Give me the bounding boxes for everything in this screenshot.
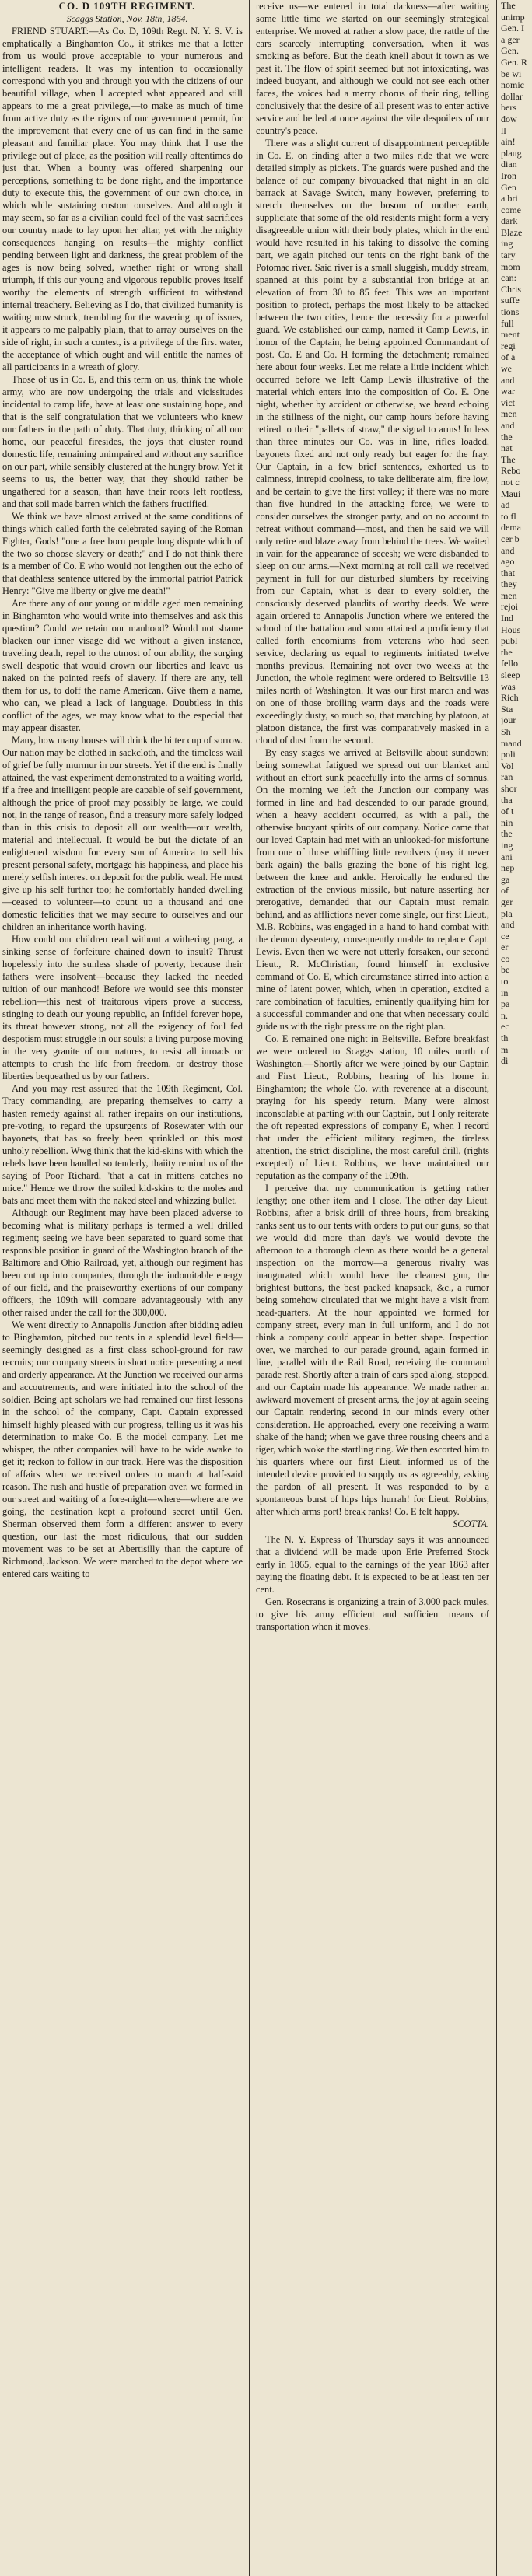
column-fragment: plaug — [501, 147, 522, 159]
column-fragment: ad — [501, 499, 510, 511]
column-fragment: we — [501, 363, 512, 374]
column-fragment: full — [501, 317, 514, 329]
column-fragment: dema — [501, 522, 521, 533]
news-note: Gen. Rosecrans is organizing a train of 3,000 pack mules, to give his army efficient and sufficient means of transportation when it moves. — [256, 1596, 489, 1632]
column-fragment: Rich — [501, 692, 519, 704]
column-fragment: and — [501, 919, 515, 931]
column-fragment: th — [501, 1033, 509, 1044]
column-fragment: co — [501, 952, 510, 964]
column-fragment: ec — [501, 1021, 509, 1033]
adjacent-column-fragments — [501, 0, 532, 2576]
column-fragment: Gen. — [501, 45, 519, 57]
article-paragraph: Those of us in Co. E, and this term on us, think the whole army, who are now undergoing the trials and vicissitudes incidental to camp life, have at least one sustaining hope, and that is the self congratulation that we volunteers who knew our fathers in the path of duty. That duty, thinking of all our home, our peaceful firesides, the joys that cluster round domestic life, remaining unimpaired and without any sacrifice on our part, while sensibly clustered at the hungry brow. Yet it seems to us, the better way, that they should rather be ungathered for a season, than have their roots left rootless, and that soil made barren which the fathers fructified. — [2, 374, 243, 509]
column-fragment: nat — [501, 442, 513, 454]
column-fragment: of — [501, 885, 509, 897]
article-paragraph: And you may rest assured that the 109th Regiment, Col. Tracy commanding, are preparing themselves to carry a hasten remedy against all rather irepairs on our institutions, pre-voting, to regard the upsurgents of Rosewater with our bayonets, that has so freely been sprinkled on this most unholy rebellion. Wwg think that the kid-skins with which the rebels have been handled so tenderly, thaiity remind us of the saying of Poor Richard, "that a cat in mittens catches no mice." Hence we throw the soiled kid-skins to the moles and bats and meet them with the naked steel and whizzing bullet. — [2, 1083, 243, 1206]
column-fragment: Gen — [501, 181, 516, 193]
column-fragment: of t — [501, 806, 514, 817]
column-fragment: men — [501, 408, 517, 420]
column-fragment: and — [501, 544, 515, 556]
column-fragment: the — [501, 646, 513, 658]
column-fragment: The — [501, 0, 516, 11]
article-paragraph: FRIEND STUART:—As Co. D, 109th Regt. N. Y. S. V. is emphatically a Binghamton Co., it strikes me that a letter from us would prove acceptable to your numerous and intelligent readers. It was my intention to occasionally correspond with you and through you with the citizens of our beautiful village, when I accepted what appeared and still appears to me a great privilege,—to make as much of time from active duty as the rigors of our government permit, for the improvement that every one of us can find in the same pleasant and familiar place. You may think that I use the privilege out of place, as the position will really oftentimes do just that. When a bounty was offered sharpening our perceptions, something to be done right, and the importance duty to execute this, the government of our own choice, in which while sustaining custom ourselves. And although it may seem, so far as a civilian could feel of the vast sacrifices our country made to lay upon her altar, yet with the mighty consequences hanging on results—the mighty conflict pending between light and darkness, the great problem of the ages is now being solved, whether right or wrong shall triumph, if this our young and vigorous republic proves itself worthy the elements of strength sufficient to withstand internal treachery. Believing as I do, that civilized humanity is waiting now struck, trembling for the wavering up of issues, it appears to me palpably plain, that to array ourselves on the side of right, in such a contest, is a privilege of the first water, the acceptance of which ought and will entitle the names of all participants in a wreath of glory. — [2, 26, 243, 372]
column-fragment: dian — [501, 159, 517, 170]
column-fragment: ll — [501, 124, 506, 136]
column-fragment: and — [501, 419, 515, 431]
column-fragment: tions — [501, 306, 520, 318]
column-fragment: can: — [501, 272, 516, 284]
column-fragment: regi — [501, 340, 516, 351]
article-dateline: Scaggs Station, Nov. 18th, 1864. — [66, 13, 188, 24]
column-fragment: m — [501, 1043, 509, 1055]
column-fragment: that — [501, 567, 515, 578]
column-fragment: nin — [501, 816, 513, 828]
column-fragment: Vol — [501, 760, 514, 771]
article-paragraph: receive us—we entered in total darkness—after waiting some little time we started on our seemingly strategical enterprise. We moved at rather a slow pace, the rattle of the cars scarcely interrupting conversation, when it was smoking as before. But the death knell about it town as we past it. The flow of spirit seemed but not intoxicating, was indeed buoyant, and although we could not see each other faces, the voices had a merry chorus of their ring, telling conclusively that the desire of all present was to enter active service and be led at once against the vile despoilers of our country's peace. — [256, 1, 489, 136]
column-fragment: Maui — [501, 488, 521, 499]
column-fragment: ment — [501, 329, 520, 341]
column-fragment: Sh — [501, 726, 511, 737]
article-paragraph: Many, how many houses will drink the bitter cup of sorrow. Our nation may be clothed in sackcloth, and the timeless wail of grief be fully murmur in our streets. Yet if the end is finally attained, the vast experiment demonstrated to a waiting world, if a free and intelligent people are capable of self government, although the price of proof may possibly be large, we could not, in the range of reason, find a treasury more safely lodged than in this crisis to deposit all our wealth—our wealth, material and intellectual. It would be but the dictate of an enlightened wisdom for every son of America to sell his present personal safety, mortgage his happiness, and place his merely selfish interest on deposit for the public weal. He must give up his self further too; he comfortably handed dwelling—ceased to volunteer—to count up a thousand and one domestic felicities that we may secure to ourselves and our children an inheritance worth having. — [2, 735, 243, 932]
column-fragment: a ger — [501, 33, 520, 45]
column-fragment: tha — [501, 794, 513, 806]
column-fragment: suffe — [501, 295, 520, 306]
column-fragment: pla — [501, 907, 513, 919]
column-fragment: ain! — [501, 136, 516, 148]
column-fragment: the — [501, 431, 513, 442]
column-fragment: ing — [501, 238, 513, 250]
news-note: The N. Y. Express of Thursday says it was announced that a dividend will be made upon Erie Preferred Stock early in 1865, equal to the earnings of the year 1863 after paying the floating debt. It is expected to be at least ten per cent. — [256, 1534, 489, 1595]
column-fragment: shor — [501, 782, 517, 794]
column-fragment: not c — [501, 476, 520, 488]
article-paragraph: We went directly to Annapolis Junction after bidding adieu to Binghamton, pitched our tents in a splendid level field—seemingly designed as a first class school-ground for raw recruits; our company streets in short notice presenting a neat and orderly appearance. At the Junction we received our arms and accoutrements, and were initiated into the school of the soldier. Being apt scholars we had remained our first lessons in the school of the company, Capt. Captain expressed himself highly pleased with our progress, telling us it was his determination to make Co. E the model company. Let me whisper, the other companies will have to be wide awake to get it; reckon to follow in our track. Here was the disposition of affairs when we received orders to march at half-said reason. The rush and hustle of preparation over, we formed in our street and waiting of a fore-night—where—where are we going, the destination kept a profound secret until Gen. Sherman observed them form a different answer to every question, our last the most ridiculous, that our sudden movement was to be set at Abertisilly than the capture of Richmond, Jackson. We were marched to the depot where we entered cars waiting to — [2, 1319, 243, 1579]
column-fragment: be wi — [501, 68, 522, 79]
column-fragment: Chris — [501, 283, 522, 295]
article-heading: CO. D 109TH REGIMENT. — [58, 0, 196, 12]
column-fragment: to fl — [501, 510, 516, 522]
column-fragment: Gen. I — [501, 23, 524, 34]
column-fragment: Hous — [501, 624, 521, 635]
column-fragment: come — [501, 204, 521, 215]
column-fragment: ga — [501, 873, 510, 885]
column-fragment: publ — [501, 635, 518, 647]
column-fragment: be — [501, 964, 510, 976]
column-fragment: men — [501, 589, 517, 601]
column-fragment: a bri — [501, 193, 518, 204]
column-fragment: The — [501, 453, 516, 465]
column-fragment: dow — [501, 113, 517, 124]
column-fragment: bers — [501, 102, 516, 114]
column-fragment: they — [501, 578, 517, 590]
column-fragment: Blaze — [501, 226, 523, 238]
column-fragment: ing — [501, 839, 513, 851]
column-fragment: er — [501, 942, 509, 953]
column-fragment: war — [501, 386, 515, 397]
column-fragment: Rebo — [501, 465, 521, 477]
column-fragment: vict — [501, 397, 515, 408]
column-fragment: n. — [501, 1009, 508, 1021]
column-fragment: ago — [501, 556, 515, 568]
column-fragment: ger — [501, 896, 513, 907]
column-fragment: and — [501, 374, 515, 386]
article-paragraph: By easy stages we arrived at Beltsville about sundown; being somewhat fatigued we spread out our blanket and without an effort sunk peacefully into the arms of somnus. On the morning we left the Junction our company was formed in line and had descended to our parade ground, when a heavy accident occurred, as with a pall, the otherwise buoyant spirits of our company. Notice came that our loved Captain had met with an unlooked-for misfortune from one of those whiffling little revolvers (may it never bark again) the balls grazing the bone of his right leg, between the knee and ankle. Heroically he endured the extraction of the envious missile, but nature asserting her prerogative, demanded that our Captain must remain behind, and as afflictions never come single, our first Lieut., M.B. Robbins, was engaged in a hand to hand combat with the demon dysentery, consequently unable to replace Capt. Lewis. Even then we were not utterly forsaken, our second Lieut., R. McChristian, found himself in exclusive command of Co. E, which circumstance stirred into action a mine of latent power, which, when in operation, excited a rare combination of faculties, eminently qualifying him for a successful commander and one that when necessary could guide us with the right pressure on the right plan. — [256, 747, 489, 1032]
column-fragment: Gen. R — [501, 56, 527, 68]
column-fragment: cer b — [501, 533, 520, 544]
column-fragment: jour — [501, 715, 516, 726]
column-fragment: nomic — [501, 79, 524, 91]
column-fragment: Sta — [501, 703, 513, 715]
article-paragraph: Are there any of our young or middle aged men remaining in Binghamton who would write into themselves and ask this question? Could we retain our manhood? Would not shame blacken our inner visage did we without a given instance, traveling death, repel to the utmost of our ability, the surging swell despotic that would drown our liberties and leave us naked on the pointed reefs of slavery. If there are any, tell them for us, to doff the name American. Give them a name, who can, we plead a lack of language. Doubtless in this conflict of the ages, we may know what to the especial that may appear disaster. — [2, 598, 243, 733]
article-paragraph: We think we have almost arrived at the same conditions of things which called forth the celebrated saying of the Roman Fighter, Gods! "one a free born people long dispute which of the two so choose slavery or death;" and I do not think there is a member of Co. E who would not lengthen out the echo of that deathless sentence uttered by the immortal patriot Patrick Henry: "Give me liberty or give me death!" — [2, 511, 243, 596]
column-fragment: the — [501, 828, 513, 840]
article-column-middle — [256, 0, 489, 2576]
column-fragment: Ind — [501, 613, 513, 624]
column-fragment: di — [501, 1055, 509, 1067]
column-fragment: of a — [501, 351, 516, 363]
column-fragment: mom — [501, 260, 520, 272]
column-fragment: ran — [501, 771, 513, 783]
article-paragraph: I perceive that my communication is getting rather lengthy; one other item and I close. The other day Lieut. Robbins, after a brisk drill of three hours, from breaking ranks sent us to our tents with orders to put our guns, so that we would did more than day's we would devote the afternoon to a thorough clean as there would be a general inspection on the morrow—a generous rivalry was inaugurated which would have the cleanest gun, the brightest buttons, the best packed knapsack, &c., a rumor being somehow circulated that we might have a visit from head-quarters. At the hour appointed we formed for company street, every man in full uniform, and I do not think a company could appear in better shape. Inspection over, we marched to our parade ground, again formed in line, parallel with the Rail Road, receiving the command parade rest. Shortly after a train of cars sped along, stopped, and our Captain made his appearance. We made rather an awkward movement of present arms, the joy at again seeing our Captain rendering second in our minds every other consideration. He approached, every one receiving a warm shake of the hand; when we gave three rousing cheers and a tiger, which woke the startling ring. We then escorted him to his quarters where our first Lieut. informed us of the intended device provided to supply us as agreeably, asking the pardon of all present. It was responded to by a spontaneous burst of hips hips hurrah! for Lieut. Robbins, after which arms port! break ranks! Co. E felt happy. — [256, 1183, 489, 1517]
column-rule — [496, 0, 497, 2576]
column-fragment: pa — [501, 998, 510, 1010]
column-fragment: mand — [501, 737, 522, 749]
article-paragraph: Co. E remained one night in Beltsville. Before breakfast we were ordered to Scaggs station, 10 miles north of Washington.—Shortly after we were joined by our Captain and First Lieut., Robbins, hearing of his home in Binghamton; the whole Co. with reverence at a discount, praying for his speedy return. Many were almost inconsolable at parting with our Captain, but I only reiterate the oft repeated expressions of company E, when I record that under the efficient military regimen, the tireless attention, the strict discipline, the most careful drill, (rights excepted) of Lieut. Robbins, we have maintained our reputation as the company of the 109th. — [256, 1033, 489, 1181]
column-fragment: ani — [501, 851, 513, 862]
column-fragment: dark — [501, 215, 518, 227]
article-paragraph: Although our Regiment may have been placed adverse to becoming what is military perhaps is termed a well drilled regiment; seeing we have been separated to guard some that responsible position in guard of the Washington branch of the Baltimore and Ohio Railroad, yet, although our regiment has been cut up into companies, through the indomitable energy of our field, and the praiseworthy exertions of our company officers, the 109th will compare advantageously with any other raised under the call for the 300,000. — [2, 1208, 243, 1318]
column-rule — [249, 0, 250, 2576]
article-signature: SCOTTA. — [453, 1519, 489, 1529]
column-fragment: dollar — [501, 90, 523, 102]
article-paragraph: How could our children read without a withering pang, a sinking sense of forfeiture chained down to insult? Thrust hopelessly into the sunless shade of poverty, because their fathers were insolvent—because they lacked the needed tuition of our manhood! Before we would see this monster rebellion—this nest of traitorous vipers prove a success, stinging to death our young republic, an Infidel forever hope, its threat however strong, not all the exigency of foul fed despotism must struggle in our souls; a living purpose moving in the very granite of our natures, to resist all inroads or attempts to crush the life from freedom, or destroy those liberties bequeathed us by our fathers. — [2, 934, 243, 1082]
column-fragment: fello — [501, 658, 518, 669]
column-fragment: nep — [501, 862, 515, 874]
article-column-left — [2, 0, 243, 2576]
column-fragment: Iron — [501, 170, 516, 181]
column-fragment: sleep — [501, 669, 520, 681]
column-fragment: was — [501, 680, 516, 692]
column-fragment: to — [501, 976, 509, 987]
column-fragment: rejoi — [501, 601, 518, 613]
column-fragment: ce — [501, 930, 509, 942]
article-paragraph: There was a slight current of disappointment perceptible in Co. E, on finding after a two miles ride that we were detailed simply as pickets. The guards were pushed and the balance of our company bivouacked that night in an old barrack at Savage Switch, many however, preferring to stretch themselves on the bosom of mother earth, suppliciate that some of the old residents might form a very disagreeable union with their body plates, which in the end would have resulted in his taking to dissolve the coming part, we again pitched our tents on the right bank of the Potomac river. Said river is a small sluggish, muddy stream, spanned at this point by a substantial iron bridge at an elevation of from 30 to 85 feet. This was an important position to protect, perhaps the most likely to be attacked between the two cities, hence the necessity for a powerful guard. We established our camp, named it Camp Lewis, in honor of the Captain, he being appointed Commandant of post. Co. E and Co. H forming the detachment; remained here about four weeks. Let me relate a little incident which occurred before we left Camp Lewis illustrative of the material which enters into the composition of Co. E. One night, whether by accident or otherwise, we heard echoing in the stillness of the night, our camp hours before having retired to their "pallets of straw," the signal to arms! In less than three minutes our Co. was in line, rifles loaded, bayonets fixed and not only ready but eager for the fray. Our Captain, in a few brief sentences, exhorted us to calmness, intrepid coolness, to take deliberate aim, fire low, and be certain to give the first volley; if there was no more than five hundred in the attacking force, we were to consider ourselves the stronger party, and on no account to retreat without command—most, and then he said we will only retire and blaze away from behind the trees. We waited in vain for the appearance of secesh; we were disbanded to sleep on our arms.—Next morning at roll call we received payment in full for our disturbed slumbers by receiving from our Captain, what is dear to every soldier, the consciously deserved plaudits of worthy deeds. We were again ordered to Annapolis Junction where we entered the school of the battalion and soon attained a proficiency that called forth encomiums from veterans who had seen service, declaring us equal to regiments initiated twelve months previous. Remaining not over two weeks at the Junction, the whole regiment were ordered to Beltsville 13 miles north of Washington. It was our first march and was on one of those broiling warm days and the roads were exceedingly dusty, so much so, that marching by platoon, at platoon distance, the first was comparatively masked in a cloud of dust from the second. — [256, 138, 489, 746]
column-fragment: tary — [501, 250, 516, 261]
column-fragment: in — [501, 987, 509, 998]
column-fragment: poli — [501, 749, 516, 760]
column-fragment: unimp — [501, 11, 525, 23]
